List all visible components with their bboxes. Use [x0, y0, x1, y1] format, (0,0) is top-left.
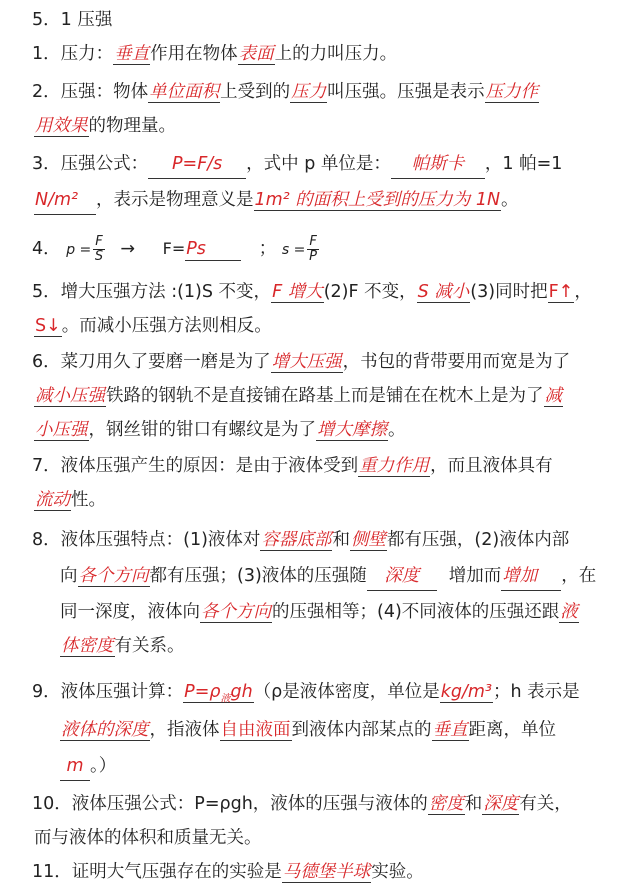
- item-7-line-1: [32, 452, 632, 480]
- item-8-text: 有关系。: [114, 636, 185, 656]
- item-6-text: ，书包的背带要用而宽是为了: [342, 352, 571, 372]
- answer: 密度: [428, 794, 464, 814]
- item-5-text: (2)F 不变，: [323, 282, 417, 302]
- answer: 减小压强: [35, 386, 105, 406]
- answer: 增大摩擦: [317, 420, 387, 440]
- item-3-text: ，1 帕=1: [484, 154, 563, 174]
- answer: P=F/s: [148, 150, 246, 179]
- answer: 表面: [238, 44, 274, 64]
- item-3-text: 。: [501, 190, 519, 210]
- item-8-line-1: [32, 526, 632, 554]
- item-9-text: （ρ是液体密度，单位是: [253, 682, 440, 702]
- item-8-text: 都有压强，(2)液体内部: [386, 530, 570, 550]
- item-8-line-4: [60, 632, 632, 660]
- item-9-line-2: [60, 716, 632, 744]
- item-1: [32, 40, 632, 68]
- item-9-text: ，指液体: [149, 720, 220, 740]
- item-8-text: 和: [332, 530, 350, 550]
- item-1-text: 作用在物体: [150, 44, 238, 64]
- formula-p: p =: [66, 242, 92, 258]
- item-4-number: 4．: [32, 239, 61, 259]
- item-1-text: 1．压力：: [32, 44, 114, 64]
- answer: kg/m³: [440, 682, 492, 702]
- answer: [183, 682, 254, 703]
- item-10-text: 有关，: [519, 794, 572, 814]
- item-5-text: 5．增大压强方法 :(1)S 不变，: [32, 282, 272, 302]
- item-6-line-2: [34, 382, 632, 410]
- item-5-line-1: [32, 278, 632, 306]
- answer-part: P=ρ: [184, 682, 221, 702]
- answer: 压力: [291, 82, 327, 102]
- answer: 侧壁: [350, 530, 386, 550]
- answer: 各个方向: [201, 602, 271, 622]
- item-8-line-3: [60, 598, 632, 626]
- answer: 马德堡半球: [282, 862, 371, 882]
- item-10-text: 而与液体的体积和质量无关。: [34, 828, 262, 848]
- answer: 深度: [483, 794, 519, 814]
- answer: Ps: [185, 238, 241, 261]
- item-8-text: ，在: [561, 566, 597, 586]
- answer: 用效果: [35, 116, 88, 136]
- answer: 各个方向: [78, 566, 149, 586]
- answer: S 减小: [417, 282, 470, 302]
- answer: 单位面积: [149, 82, 220, 102]
- answer: 容器底部: [261, 530, 332, 550]
- item-9-text: 到液体内部某点的: [291, 720, 432, 740]
- item-7-text: 7．液体压强产生的原因：是由于液体受到: [32, 456, 359, 476]
- item-2-text: 的物理量。: [88, 116, 176, 136]
- item-10-line-1: [32, 790, 632, 818]
- item-6-text: ，钢丝钳的钳口有螺纹是为了: [88, 420, 316, 440]
- answer: 液: [560, 602, 578, 622]
- item-8-text: 的压强相等；(4)不同液体的压强还跟: [272, 602, 560, 622]
- item-7-text: 性。: [71, 490, 106, 510]
- item-8-text: 增加而: [448, 566, 502, 586]
- item-9-line-3: [60, 752, 632, 781]
- fraction-numerator: F: [309, 233, 317, 249]
- fraction-f-over-p: [307, 235, 318, 264]
- item-6-line-3: [34, 416, 632, 444]
- fraction-f-over-s: [93, 235, 104, 264]
- arrow-symbol: →: [120, 239, 136, 259]
- item-10-line-2: [34, 824, 632, 852]
- item-8-text: 都有压强；(3)液体的压强随: [149, 566, 367, 586]
- item-6-text: 6．菜刀用久了要磨一磨是为了: [32, 352, 271, 372]
- fraction-numerator: F: [95, 233, 103, 249]
- item-2-text: 叫压强。压强是表示: [327, 82, 485, 102]
- item-6-line-1: [32, 348, 632, 376]
- item-8-line-2: [60, 562, 632, 591]
- item-2-line-1: [32, 78, 632, 106]
- item-2-text: 上受到的: [220, 82, 291, 102]
- item-5-line-2: [34, 312, 632, 340]
- item-11-text: 11．证明大气压强存在的实验是: [32, 862, 282, 882]
- answer: 液体的深度: [61, 720, 149, 740]
- semicolon: ；: [258, 239, 277, 259]
- formula-s: s =: [281, 242, 306, 258]
- answer: 自由液面: [220, 720, 291, 740]
- item-8-text: 向: [60, 566, 78, 586]
- answer: 增大压强: [271, 352, 342, 372]
- item-9-text: ；h 表示是: [492, 682, 580, 702]
- item-5-text: ，: [574, 282, 592, 302]
- fraction-denominator: P: [309, 248, 318, 264]
- item-11-text: 实验。: [371, 862, 424, 882]
- section-title: [32, 6, 632, 34]
- item-7-text: ，而且液体具有: [430, 456, 553, 476]
- item-10-text: 和: [464, 794, 483, 814]
- item-8-text: 同一深度，液体向: [60, 602, 200, 622]
- item-9-text: 。）: [90, 756, 117, 776]
- answer: 小压强: [35, 420, 88, 440]
- answer: F↑: [548, 282, 574, 302]
- item-9-line-1: [32, 678, 632, 706]
- formula-f: F=: [162, 239, 186, 258]
- item-6-text: 。: [388, 420, 406, 440]
- item-6-text: 铁路的钢轨不是直接铺在路基上而是铺在在枕木上是为了: [106, 386, 544, 406]
- answer: S↓: [35, 316, 61, 336]
- fraction-denominator: S: [94, 248, 104, 264]
- answer: 流动: [35, 490, 70, 510]
- item-1-text: 上的力叫压力。: [274, 44, 398, 64]
- title-text: 5．1 压强: [32, 10, 113, 30]
- answer: 深度: [367, 562, 437, 591]
- answer: F 增大: [272, 282, 323, 302]
- answer: 重力作用: [359, 456, 430, 476]
- answer: N/m²: [34, 186, 96, 215]
- item-3-text: ，式中 p 单位是：: [246, 154, 391, 174]
- item-2-line-2: [34, 112, 632, 140]
- answer: 压力作: [485, 82, 539, 102]
- item-3-line-2: [34, 186, 632, 215]
- item-9-text: 9．液体压强计算：: [32, 682, 184, 702]
- item-4: [32, 230, 632, 268]
- item-3-line-1: [32, 150, 632, 179]
- answer: 体密度: [61, 636, 114, 656]
- answer: 增加: [501, 562, 561, 591]
- answer: 减: [544, 386, 562, 406]
- item-3-text: ，表示是物理意义是: [96, 190, 254, 210]
- item-7-line-2: [34, 486, 632, 514]
- answer-part: gh: [230, 682, 253, 702]
- item-5-text: (3)同时把: [470, 282, 548, 302]
- answer: 垂直: [114, 44, 150, 64]
- item-5-text: 。而减小压强方法则相反。: [61, 316, 272, 336]
- answer: 帕斯卡: [391, 150, 485, 179]
- item-10-text: 10．液体压强公式：P=ρgh，液体的压强与液体的: [32, 794, 428, 814]
- item-11: [32, 858, 632, 886]
- item-2-text: 2．压强：物体: [32, 82, 149, 102]
- answer: m: [60, 752, 90, 781]
- subscript: 液: [220, 693, 231, 705]
- answer: 1m² 的面积上受到的压力为 1N: [254, 190, 501, 210]
- item-3-text: 3．压强公式：: [32, 154, 149, 174]
- item-8-text: 8．液体压强特点：(1)液体对: [32, 530, 261, 550]
- answer: 垂直: [432, 720, 468, 740]
- item-9-text: 距离，单位: [468, 720, 556, 740]
